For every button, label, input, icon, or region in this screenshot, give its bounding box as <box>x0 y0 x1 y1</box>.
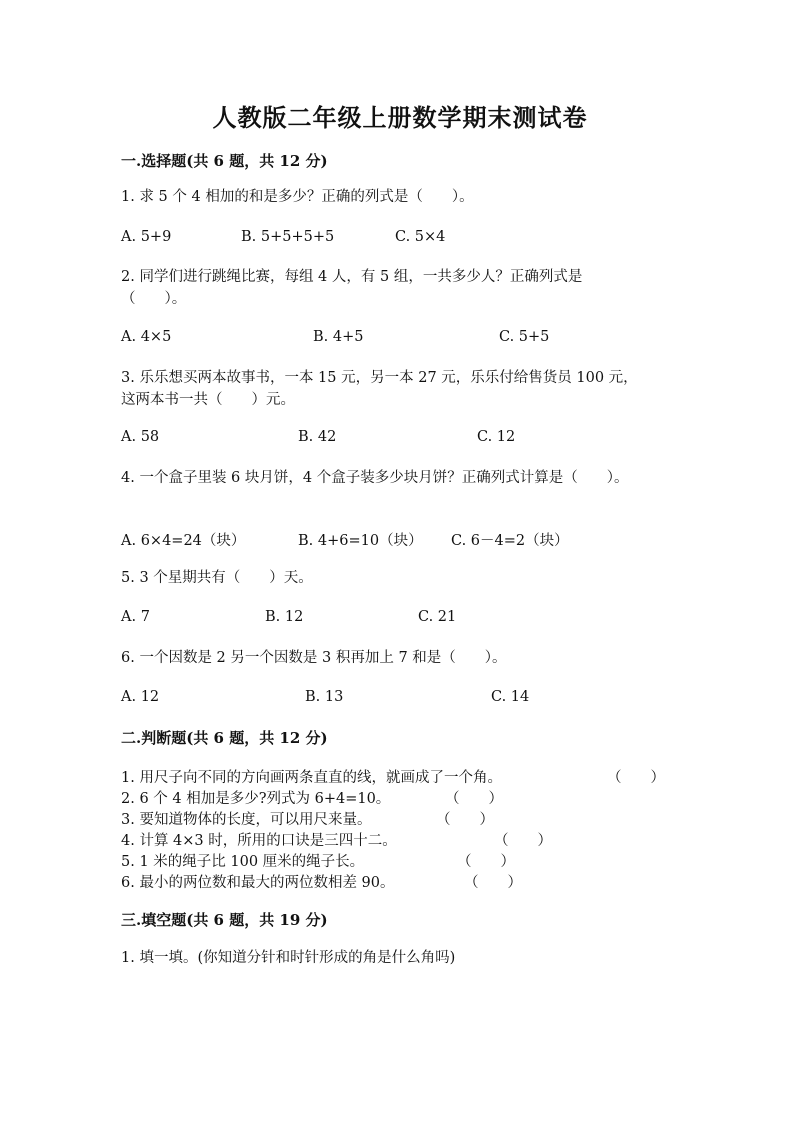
judge-item-6-answer-blank: （ ） <box>464 875 522 891</box>
judge-item-5-answer-blank: （ ） <box>457 854 515 870</box>
judge-item-3: 3. 要知道物体的长度，可以用尺来量。 <box>121 812 372 828</box>
choice-q3-option-c: C. 12 <box>477 429 516 445</box>
choice-q2-option-a: A. 4×5 <box>121 329 172 345</box>
choice-q6-option-c: C. 14 <box>491 689 530 705</box>
judge-item-3-answer-blank: （ ） <box>436 812 494 828</box>
choice-q4-option-c: C. 6－4=2（块） <box>451 533 569 549</box>
choice-q4-option-a: A. 6×4=24（块） <box>121 533 246 549</box>
choice-question-5: 5. 3 个星期共有（ ）天。 <box>121 570 313 586</box>
choice-q2-option-b: B. 4+5 <box>313 329 364 345</box>
choice-q5-option-b: B. 12 <box>265 609 304 625</box>
judge-item-1-answer-blank: （ ） <box>607 770 665 786</box>
choice-question-1: 1. 求 5 个 4 相加的和是多少？正确的列式是（ ）。 <box>121 189 474 205</box>
section-heading-choice: 一.选择题(共 6 题，共 12 分) <box>121 152 328 170</box>
judge-item-1: 1. 用尺子向不同的方向画两条直直的线，就画成了一个角。 <box>121 770 502 786</box>
choice-q6-option-a: A. 12 <box>121 689 160 705</box>
section-heading-judge: 二.判断题(共 6 题，共 12 分) <box>121 729 328 747</box>
judge-item-4: 4. 计算 4×3 时，所用的口诀是三四十二。 <box>121 833 397 849</box>
choice-q3-option-a: A. 58 <box>121 429 160 445</box>
choice-q4-option-b: B. 4+6=10（块） <box>298 533 423 549</box>
judge-item-2-answer-blank: （ ） <box>445 791 503 807</box>
page-title: 人教版二年级上册数学期末测试卷 <box>212 103 588 132</box>
choice-q5-option-a: A. 7 <box>121 609 150 625</box>
choice-q2-option-c: C. 5+5 <box>499 329 550 345</box>
judge-item-2: 2. 6 个 4 相加是多少?列式为 6+4=10。 <box>121 791 391 807</box>
choice-q1-option-b: B. 5+5+5+5 <box>241 229 335 245</box>
choice-q1-option-a: A. 5+9 <box>121 229 172 245</box>
fill-question-1: 1. 填一填。(你知道分针和时针形成的角是什么角吗) <box>121 950 456 966</box>
judge-item-5: 5. 1 米的绳子比 100 厘米的绳子长。 <box>121 854 365 870</box>
choice-q6-option-b: B. 13 <box>305 689 344 705</box>
choice-question-6: 6. 一个因数是 2 另一个因数是 3 积再加上 7 和是（ ）。 <box>121 650 507 666</box>
choice-question-2: 2. 同学们进行跳绳比赛，每组 4 人，有 5 组，一共多少人？正确列式是（ ）。 <box>121 269 583 307</box>
choice-q3-option-b: B. 42 <box>298 429 337 445</box>
choice-question-4: 4. 一个盒子里装 6 块月饼，4 个盒子装多少块月饼？正确列式计算是（ ）。 <box>121 470 629 486</box>
choice-q5-option-c: C. 21 <box>418 609 457 625</box>
judge-item-6: 6. 最小的两位数和最大的两位数相差 90。 <box>121 875 395 891</box>
judge-item-4-answer-blank: （ ） <box>494 833 552 849</box>
choice-question-3: 3. 乐乐想买两本故事书，一本 15 元，另一本 27 元，乐乐付给售货员 100 元，这两本书一共（ ）元。 <box>121 370 638 408</box>
choice-q1-option-c: C. 5×4 <box>395 229 446 245</box>
section-heading-fill: 三.填空题(共 6 题，共 19 分) <box>121 911 328 929</box>
